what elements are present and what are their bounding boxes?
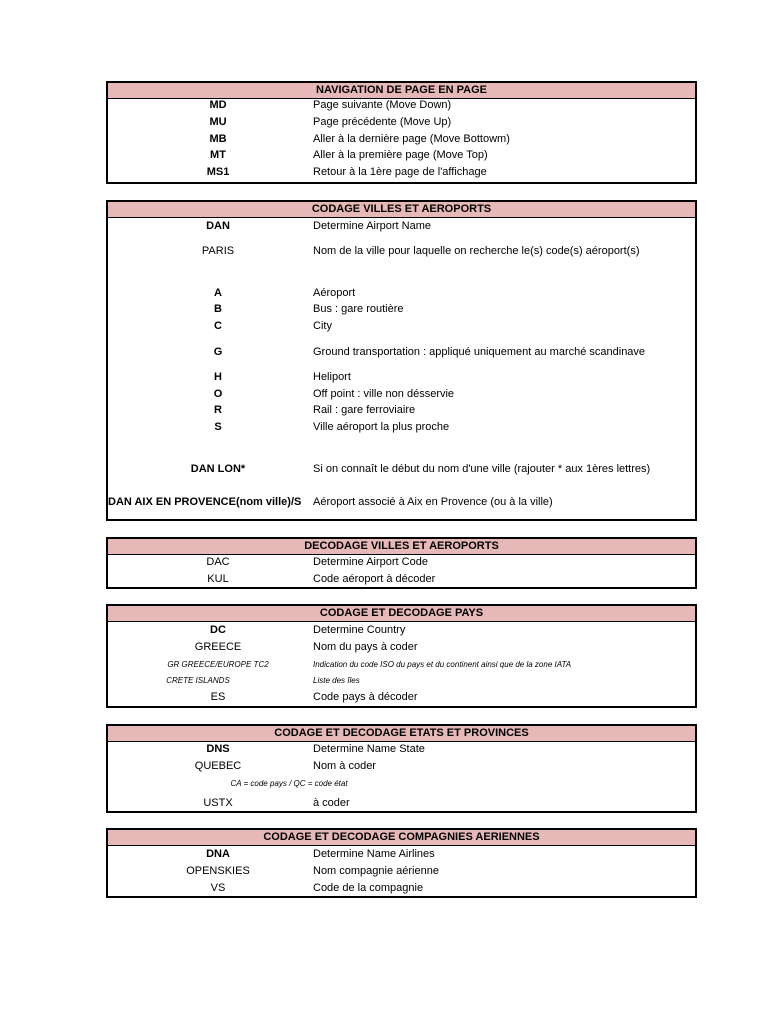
table-decodage-villes — [106, 537, 697, 589]
table-etats-provinces — [106, 724, 697, 813]
row-code: DAC — [206, 556, 230, 568]
row-code: DAN — [206, 220, 230, 232]
table-navigation — [106, 81, 697, 184]
note-text: CA = code pays / QC = code état — [230, 779, 348, 788]
row-code: DNA — [206, 848, 230, 860]
row-code: DAN LON* — [190, 463, 246, 475]
row-desc: Aller à la dernière page (Move Bottowm) — [313, 133, 510, 145]
row-code: OPENSKIES — [186, 865, 250, 877]
table-header: CODAGE ET DECODAGE ETATS ET PROVINCES — [108, 726, 695, 742]
row-desc: Determine Name Airlines — [313, 848, 435, 860]
row-desc: Bus : gare routière — [313, 303, 404, 315]
row-code: MD — [209, 99, 227, 111]
row-desc: Aller à la première page (Move Top) — [313, 149, 488, 161]
table-header: NAVIGATION DE PAGE EN PAGE — [108, 83, 695, 99]
table-header: CODAGE VILLES ET AEROPORTS — [108, 202, 695, 218]
row-code: VS — [210, 882, 226, 894]
row-desc: Code de la compagnie — [313, 882, 424, 894]
row-desc: Ground transportation : appliqué uniquement au marché scandinave — [313, 346, 646, 358]
row-code: H — [214, 371, 222, 383]
row-code: MS1 — [206, 166, 230, 178]
row-desc: Nom à coder — [313, 760, 376, 772]
row-desc: Aéroport — [313, 287, 356, 299]
row-desc: Heliport — [313, 371, 351, 383]
table-compagnies — [106, 828, 697, 898]
table-pays — [106, 604, 697, 708]
row-code: USTX — [203, 797, 233, 809]
row-desc: Determine Airport Code — [313, 556, 428, 568]
row-desc: Determine Airport Name — [313, 220, 431, 232]
row-code: DAN AIX EN PROVENCE(nom ville)/S — [108, 496, 302, 508]
row-desc: Liste des îles — [313, 676, 360, 685]
row-code: A — [214, 287, 222, 299]
row-code: MT — [210, 149, 226, 161]
row-desc: Code pays à décoder — [313, 691, 418, 703]
row-code: B — [214, 303, 222, 315]
table-header: CODAGE ET DECODAGE PAYS — [108, 606, 695, 622]
row-code: GR GREECE/EUROPE TC2 — [167, 660, 269, 669]
row-code: G — [213, 346, 223, 358]
row-code: R — [214, 404, 222, 416]
row-code: MU — [209, 116, 227, 128]
row-desc: Nom du pays à coder — [313, 641, 418, 653]
row-desc: Rail : gare ferroviaire — [313, 404, 416, 416]
table-codage-villes — [106, 200, 697, 521]
table-header: DECODAGE VILLES ET AEROPORTS — [108, 539, 695, 555]
row-code: MB — [209, 133, 227, 145]
row-code: QUEBEC — [194, 760, 242, 772]
row-code: KUL — [207, 573, 229, 585]
row-code: DC — [210, 624, 226, 636]
row-desc: Nom de la ville pour laquelle on recherche le(s) code(s) aéroport(s) — [313, 245, 640, 257]
row-desc: Code aéroport à décoder — [313, 573, 436, 585]
row-desc: Page précédente (Move Up) — [313, 116, 452, 128]
row-desc: Off point : ville non désservie — [313, 388, 455, 400]
table-header: CODAGE ET DECODAGE COMPAGNIES AERIENNES — [108, 830, 695, 846]
row-desc: Ville aéroport la plus proche — [313, 421, 450, 433]
row-code: PARIS — [201, 245, 235, 257]
row-desc: Nom compagnie aérienne — [313, 865, 439, 877]
row-desc: Determine Country — [313, 624, 406, 636]
row-desc: Aéroport associé à Aix en Provence (ou à la ville) — [313, 496, 553, 508]
row-code: ES — [210, 691, 226, 703]
row-desc: Page suivante (Move Down) — [313, 99, 452, 111]
row-code: S — [214, 421, 222, 433]
row-code: C — [214, 320, 222, 332]
row-code: O — [213, 388, 223, 400]
row-desc: City — [313, 320, 332, 332]
row-desc: Si on connaît le début du nom d'une ville (rajouter * aux 1ères lettres) — [313, 463, 651, 475]
row-desc: Indication du code ISO du pays et du continent ainsi que de la zone IATA — [313, 660, 572, 669]
row-code: DNS — [206, 743, 230, 755]
row-code: CRETE ISLANDS — [166, 676, 230, 685]
row-code: GREECE — [194, 641, 242, 653]
row-desc: à coder — [313, 797, 350, 809]
row-desc: Retour à la 1ère page de l'affichage — [313, 166, 487, 178]
row-desc: Determine Name State — [313, 743, 425, 755]
